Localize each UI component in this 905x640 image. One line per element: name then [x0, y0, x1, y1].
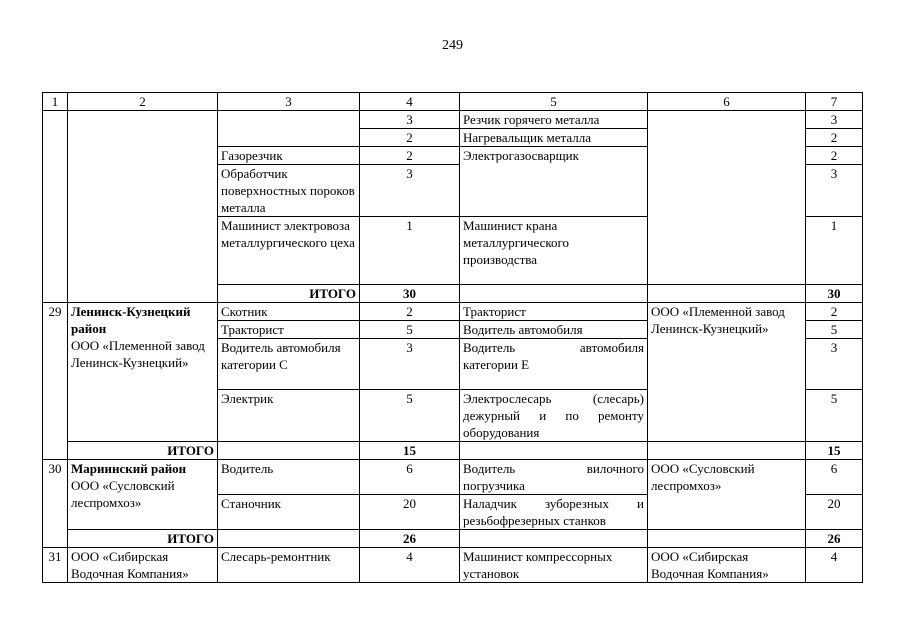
number-cell: 29	[43, 303, 68, 460]
empty-cell	[460, 530, 648, 548]
count-cell: 2	[360, 129, 460, 147]
total-count-cell: 20	[806, 495, 863, 530]
total-count-cell: 6	[806, 460, 863, 495]
district-name: Мариинский район	[71, 461, 187, 476]
count-cell: 5	[360, 321, 460, 339]
target-profession-word: Водитель	[463, 461, 516, 476]
header-row	[43, 93, 863, 111]
total-sum-cell: 26	[806, 530, 863, 548]
header-cell: 7	[806, 93, 863, 111]
organization-name: ООО «Сибирская Водочная Компания»	[68, 548, 218, 583]
total-count-cell: 2	[806, 129, 863, 147]
header-cell: 5	[460, 93, 648, 111]
target-profession-word: вилочного	[586, 461, 644, 476]
total-count-cell: 5	[806, 321, 863, 339]
employer-cell: ООО «Сусловский леспромхоз»	[648, 460, 806, 530]
total-count-cell: 15	[360, 442, 460, 460]
count-cell: 2	[360, 147, 460, 165]
empty-cell	[460, 442, 648, 460]
count-cell: 4	[360, 548, 460, 583]
target-profession-cell: Наладчик зуборезных и резьбофрезерных станков	[460, 495, 648, 530]
number-cell: 30	[43, 460, 68, 548]
number-cell: 31	[43, 548, 68, 583]
profession-cell: Газорезчик	[218, 147, 360, 165]
empty-cell	[218, 530, 360, 548]
empty-cell	[218, 442, 360, 460]
total-count-cell: 3	[806, 111, 863, 129]
profession-cell: Водитель автомобиля категории С	[218, 339, 360, 390]
profession-cell: Тракторист	[218, 321, 360, 339]
target-profession-cell: Машинист крана металлургического производства	[460, 217, 648, 285]
target-profession-cell	[460, 339, 648, 390]
total-count-cell: 2	[806, 147, 863, 165]
profession-cell: Слесарь-ремонтник	[218, 548, 360, 583]
table-row	[43, 303, 863, 321]
total-count-cell: 30	[360, 285, 460, 303]
target-profession-cell: Резчик горячего металла	[460, 111, 648, 129]
total-sum-cell: 30	[806, 285, 863, 303]
total-count-cell: 4	[806, 548, 863, 583]
empty-cell	[460, 285, 648, 303]
employer-cell: ООО «Сибирская Водочная Компания»	[648, 548, 806, 583]
district-cell	[68, 460, 218, 530]
total-label: ИТОГО	[68, 530, 218, 548]
header-cell: 2	[68, 93, 218, 111]
district-name: Ленинск-Кузнецкий район	[71, 304, 191, 336]
empty-cell	[648, 442, 806, 460]
profession-cell: Скотник	[218, 303, 360, 321]
total-count-cell: 2	[806, 303, 863, 321]
total-count-cell: 3	[806, 165, 863, 217]
total-row	[43, 530, 863, 548]
target-profession-line	[463, 460, 644, 477]
target-profession-word: Водитель	[463, 340, 516, 355]
employer-cell: ООО «Племенной завод Ленинск-Кузнецкий»	[648, 303, 806, 442]
empty-cell	[648, 285, 806, 303]
empty-cell	[648, 530, 806, 548]
target-profession-cell: Машинист компрессорных установок	[460, 548, 648, 583]
header-cell: 3	[218, 93, 360, 111]
table-row	[43, 111, 863, 129]
target-profession-cell: Электрогазосварщик	[460, 147, 648, 217]
total-sum-cell: 15	[806, 442, 863, 460]
target-profession-cell: Водитель автомобиля	[460, 321, 648, 339]
profession-cell: Водитель	[218, 460, 360, 495]
count-cell: 2	[360, 303, 460, 321]
target-profession-line	[463, 339, 644, 356]
district-cell	[68, 111, 218, 303]
count-cell: 1	[360, 217, 460, 285]
count-cell: 3	[360, 339, 460, 390]
profession-cell: Электрик	[218, 390, 360, 442]
target-profession-cell: Нагревальщик металла	[460, 129, 648, 147]
header-cell: 6	[648, 93, 806, 111]
vacancy-table	[42, 92, 863, 583]
table-row	[43, 548, 863, 583]
employer-cell	[648, 111, 806, 285]
organization-name: ООО «Племенной завод Ленинск-Кузнецкий»	[71, 338, 205, 370]
total-label: ИТОГО	[68, 442, 218, 460]
total-count-cell: 26	[360, 530, 460, 548]
count-cell: 5	[360, 390, 460, 442]
profession-cell: Обработчик поверхностных пороков металла	[218, 165, 360, 217]
profession-cell: Станочник	[218, 495, 360, 530]
target-profession-line: категории Е	[463, 357, 530, 372]
count-cell: 3	[360, 111, 460, 129]
header-cell: 1	[43, 93, 68, 111]
total-count-cell: 1	[806, 217, 863, 285]
target-profession-line: погрузчика	[463, 478, 525, 493]
total-label: ИТОГО	[218, 285, 360, 303]
total-row	[43, 442, 863, 460]
target-profession-cell: Тракторист	[460, 303, 648, 321]
organization-name: ООО «Сусловский леспромхоз»	[71, 478, 175, 510]
total-count-cell: 3	[806, 339, 863, 390]
total-count-cell: 5	[806, 390, 863, 442]
count-cell: 20	[360, 495, 460, 530]
number-cell	[43, 111, 68, 303]
profession-cell: Машинист электровоза металлургического цеха	[218, 217, 360, 285]
table-row	[43, 460, 863, 495]
profession-cell	[218, 111, 360, 147]
count-cell: 6	[360, 460, 460, 495]
page-number: 249	[442, 38, 463, 53]
header-cell: 4	[360, 93, 460, 111]
district-cell	[68, 303, 218, 442]
target-profession-word: автомобиля	[579, 340, 644, 355]
target-profession-cell	[460, 460, 648, 495]
target-profession-cell: Электрослесарь (слесарь) дежурный и по ремонту оборудования	[460, 390, 648, 442]
count-cell: 3	[360, 165, 460, 217]
